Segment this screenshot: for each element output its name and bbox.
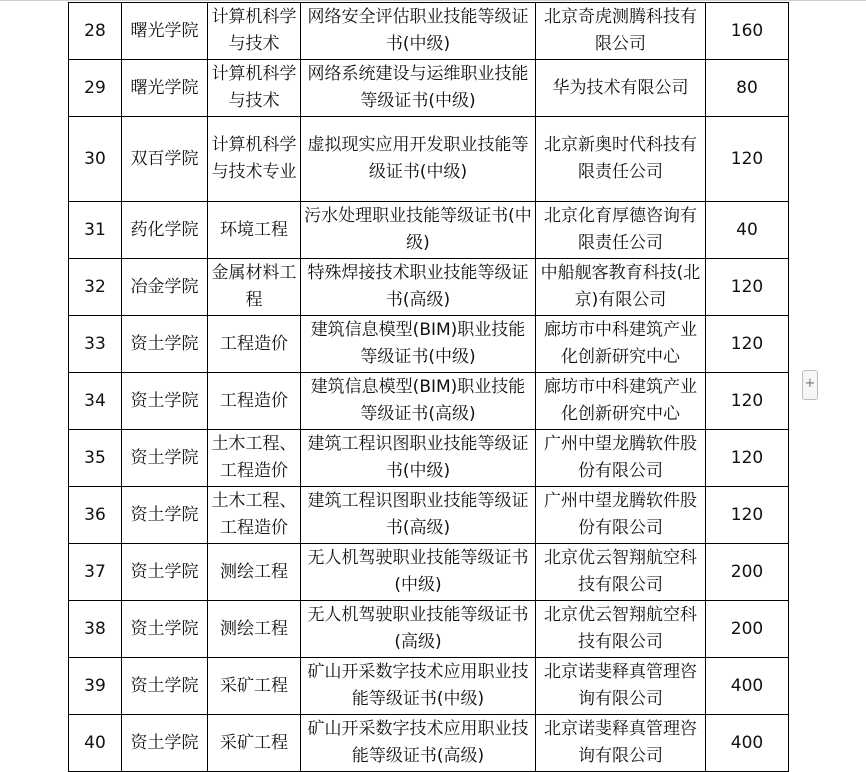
college-cell: 资土学院 bbox=[122, 373, 208, 430]
certificate-cell: 建筑信息模型(BIM)职业技能等级证书(中级) bbox=[301, 316, 536, 373]
table-row bbox=[69, 117, 789, 202]
certificate-cell: 网络系统建设与运维职业技能等级证书(中级) bbox=[301, 60, 536, 117]
quota-cell: 120 bbox=[706, 373, 789, 430]
certificate-cell: 矿山开采数字技术应用职业技能等级证书(高级) bbox=[301, 715, 536, 772]
row-number: 40 bbox=[69, 715, 122, 772]
row-number: 34 bbox=[69, 373, 122, 430]
certificate-cell: 特殊焊接技术职业技能等级证书(高级) bbox=[301, 259, 536, 316]
major-cell: 工程造价 bbox=[208, 316, 301, 373]
organization-cell: 中船舰客教育科技(北京)有限公司 bbox=[536, 259, 706, 316]
organization-cell: 北京化育厚德咨询有限责任公司 bbox=[536, 202, 706, 259]
major-cell: 测绘工程 bbox=[208, 601, 301, 658]
quota-cell: 120 bbox=[706, 117, 789, 202]
certificate-cell: 建筑信息模型(BIM)职业技能等级证书(高级) bbox=[301, 373, 536, 430]
quota-cell: 120 bbox=[706, 316, 789, 373]
quota-cell: 80 bbox=[706, 60, 789, 117]
table-row bbox=[69, 430, 789, 487]
certificate-cell: 网络安全评估职业技能等级证书(中级) bbox=[301, 3, 536, 60]
organization-cell: 廊坊市中科建筑产业化创新研究中心 bbox=[536, 373, 706, 430]
table-row bbox=[69, 259, 789, 316]
table-row bbox=[69, 316, 789, 373]
certificate-cell: 矿山开采数字技术应用职业技能等级证书(中级) bbox=[301, 658, 536, 715]
quota-cell: 400 bbox=[706, 658, 789, 715]
certificate-table bbox=[68, 2, 789, 772]
row-number: 39 bbox=[69, 658, 122, 715]
major-cell: 金属材料工程 bbox=[208, 259, 301, 316]
organization-cell: 北京诺斐释真管理咨询有限公司 bbox=[536, 658, 706, 715]
row-number: 33 bbox=[69, 316, 122, 373]
college-cell: 资土学院 bbox=[122, 487, 208, 544]
major-cell: 土木工程、工程造价 bbox=[208, 487, 301, 544]
college-cell: 冶金学院 bbox=[122, 259, 208, 316]
college-cell: 曙光学院 bbox=[122, 3, 208, 60]
table-row bbox=[69, 658, 789, 715]
major-cell: 环境工程 bbox=[208, 202, 301, 259]
quota-cell: 200 bbox=[706, 601, 789, 658]
quota-cell: 120 bbox=[706, 430, 789, 487]
table-row bbox=[69, 544, 789, 601]
major-cell: 采矿工程 bbox=[208, 715, 301, 772]
organization-cell: 北京优云智翔航空科技有限公司 bbox=[536, 544, 706, 601]
college-cell: 双百学院 bbox=[122, 117, 208, 202]
row-number: 31 bbox=[69, 202, 122, 259]
major-cell: 测绘工程 bbox=[208, 544, 301, 601]
organization-cell: 华为技术有限公司 bbox=[536, 60, 706, 117]
row-number: 30 bbox=[69, 117, 122, 202]
row-number: 35 bbox=[69, 430, 122, 487]
organization-cell: 廊坊市中科建筑产业化创新研究中心 bbox=[536, 316, 706, 373]
table-row bbox=[69, 373, 789, 430]
organization-cell: 广州中望龙腾软件股份有限公司 bbox=[536, 430, 706, 487]
college-cell: 资土学院 bbox=[122, 601, 208, 658]
table-row bbox=[69, 487, 789, 544]
expand-handle-button[interactable]: + bbox=[802, 370, 818, 400]
row-number: 32 bbox=[69, 259, 122, 316]
organization-cell: 北京诺斐释真管理咨询有限公司 bbox=[536, 715, 706, 772]
quota-cell: 120 bbox=[706, 259, 789, 316]
organization-cell: 广州中望龙腾软件股份有限公司 bbox=[536, 487, 706, 544]
page-top-rule bbox=[0, 0, 866, 1]
row-number: 36 bbox=[69, 487, 122, 544]
certificate-cell: 建筑工程识图职业技能等级证书(中级) bbox=[301, 430, 536, 487]
organization-cell: 北京新奥时代科技有限责任公司 bbox=[536, 117, 706, 202]
row-number: 28 bbox=[69, 3, 122, 60]
major-cell: 土木工程、工程造价 bbox=[208, 430, 301, 487]
table-row bbox=[69, 601, 789, 658]
certificate-cell: 建筑工程识图职业技能等级证书(高级) bbox=[301, 487, 536, 544]
row-number: 38 bbox=[69, 601, 122, 658]
quota-cell: 160 bbox=[706, 3, 789, 60]
organization-cell: 北京优云智翔航空科技有限公司 bbox=[536, 601, 706, 658]
quota-cell: 40 bbox=[706, 202, 789, 259]
major-cell: 计算机科学与技术 bbox=[208, 60, 301, 117]
college-cell: 资土学院 bbox=[122, 316, 208, 373]
certificate-cell: 无人机驾驶职业技能等级证书(中级) bbox=[301, 544, 536, 601]
college-cell: 药化学院 bbox=[122, 202, 208, 259]
table-row bbox=[69, 3, 789, 60]
college-cell: 资土学院 bbox=[122, 658, 208, 715]
major-cell: 计算机科学与技术专业 bbox=[208, 117, 301, 202]
quota-cell: 200 bbox=[706, 544, 789, 601]
quota-cell: 120 bbox=[706, 487, 789, 544]
college-cell: 资土学院 bbox=[122, 544, 208, 601]
certificate-cell: 无人机驾驶职业技能等级证书(高级) bbox=[301, 601, 536, 658]
major-cell: 工程造价 bbox=[208, 373, 301, 430]
table-row bbox=[69, 202, 789, 259]
table-row bbox=[69, 60, 789, 117]
table-row bbox=[69, 715, 789, 772]
row-number: 29 bbox=[69, 60, 122, 117]
certificate-cell: 虚拟现实应用开发职业技能等级证书(中级) bbox=[301, 117, 536, 202]
certificate-cell: 污水处理职业技能等级证书(中级) bbox=[301, 202, 536, 259]
quota-cell: 400 bbox=[706, 715, 789, 772]
row-number: 37 bbox=[69, 544, 122, 601]
college-cell: 资土学院 bbox=[122, 715, 208, 772]
organization-cell: 北京奇虎测腾科技有限公司 bbox=[536, 3, 706, 60]
college-cell: 曙光学院 bbox=[122, 60, 208, 117]
college-cell: 资土学院 bbox=[122, 430, 208, 487]
major-cell: 采矿工程 bbox=[208, 658, 301, 715]
major-cell: 计算机科学与技术 bbox=[208, 3, 301, 60]
